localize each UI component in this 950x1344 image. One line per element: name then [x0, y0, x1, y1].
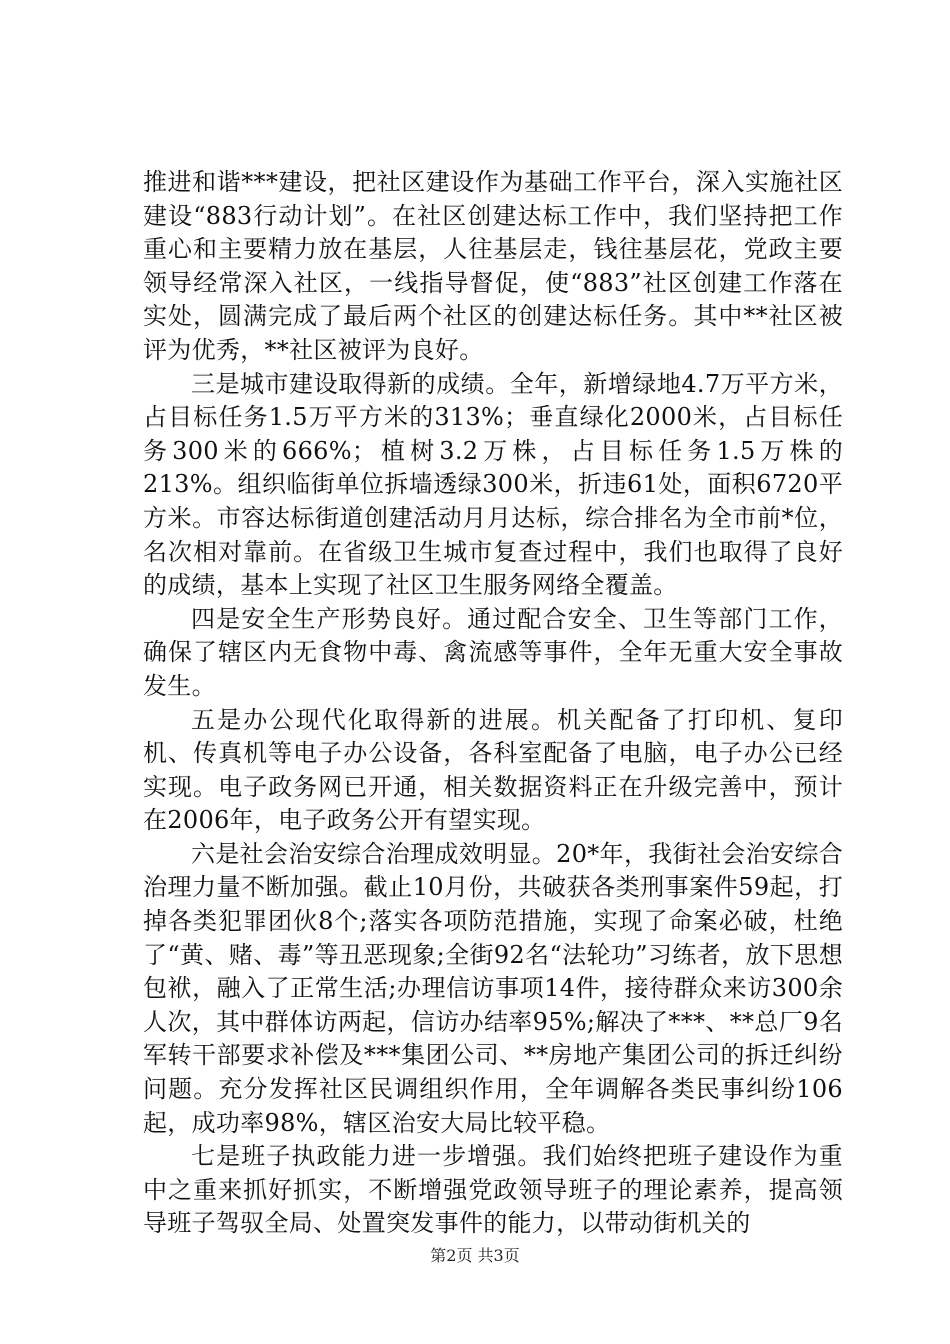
- paragraph-community-building: 推进和谐***建设，把社区建设作为基础工作平台，深入实施社区建设“883行动计划”。在社区创建达标工作中，我们坚持把工作重心和主要精力放在基层，人往基层走，钱往基层花，党政主要领导经常深入社区，一线指导督促，使“883”社区创建工作落在实处，圆满完成了最后两个社区的创建达标任务。其中**社区被评为优秀，**社区被评为良好。: [143, 168, 843, 364]
- document-body: [143, 166, 843, 1241]
- page-footer: [0, 1243, 950, 1266]
- page-number-label: 第2页 共3页: [430, 1246, 520, 1265]
- paragraph-office-modernization: 五是办公现代化取得新的进展。机关配备了打印机、复印机、传真机等电子办公设备，各科室配备了电脑，电子办公已经实现。电子政务网已开通，相关数据资料正在升级完善中，预计在2006年，电子政务公开有望实现。: [143, 705, 843, 835]
- paragraph-public-security: 六是社会治安综合治理成效明显。20*年，我街社会治安综合治理力量不断加强。截止10月份，共破获各类刑事案件59起，打掉各类犯罪团伙8个;落实各项防范措施，实现了命案必破，杜绝了“黄、赌、毒”等丑恶现象;全街92名“法轮功”习练者，放下思想包袱，融入了正常生活;办理信访事项14件，接待群众来访300余人次，其中群体访两起，信访办结率95%;解决了***、**总厂9名军转干部要求补偿及***集团公司、**房地产集团公司的拆迁纠纷问题。充分发挥社区民调组织作用，全年调解各类民事纠纷106起，成功率98%，辖区治安大局比较平稳。: [143, 839, 843, 1137]
- paragraph-leadership-capacity: 七是班子执政能力进一步增强。我们始终把班子建设作为重中之重来抓好抓实，不断增强党政领导班子的理论素养，提高领导班子驾驭全局、处置突发事件的能力，以带动街机关的: [143, 1142, 843, 1238]
- paragraph-urban-construction: 三是城市建设取得新的成绩。全年，新增绿地4.7万平方米，占目标任务1.5万平方米的313%；垂直绿化2000米，占目标任务300米的666%；植树3.2万株，占目标任务1.5万株的213%。组织临街单位拆墙透绿300米，折违61处，面积6720平方米。市容达标街道创建活动月月达标，综合排名为全市前*位，名次相对靠前。在省级卫生城市复查过程中，我们也取得了良好的成绩，基本上实现了社区卫生服务网络全覆盖。: [143, 369, 843, 600]
- paragraph-work-safety: 四是安全生产形势良好。通过配合安全、卫生等部门工作，确保了辖区内无食物中毒、禽流感等事件，全年无重大安全事故发生。: [143, 604, 843, 700]
